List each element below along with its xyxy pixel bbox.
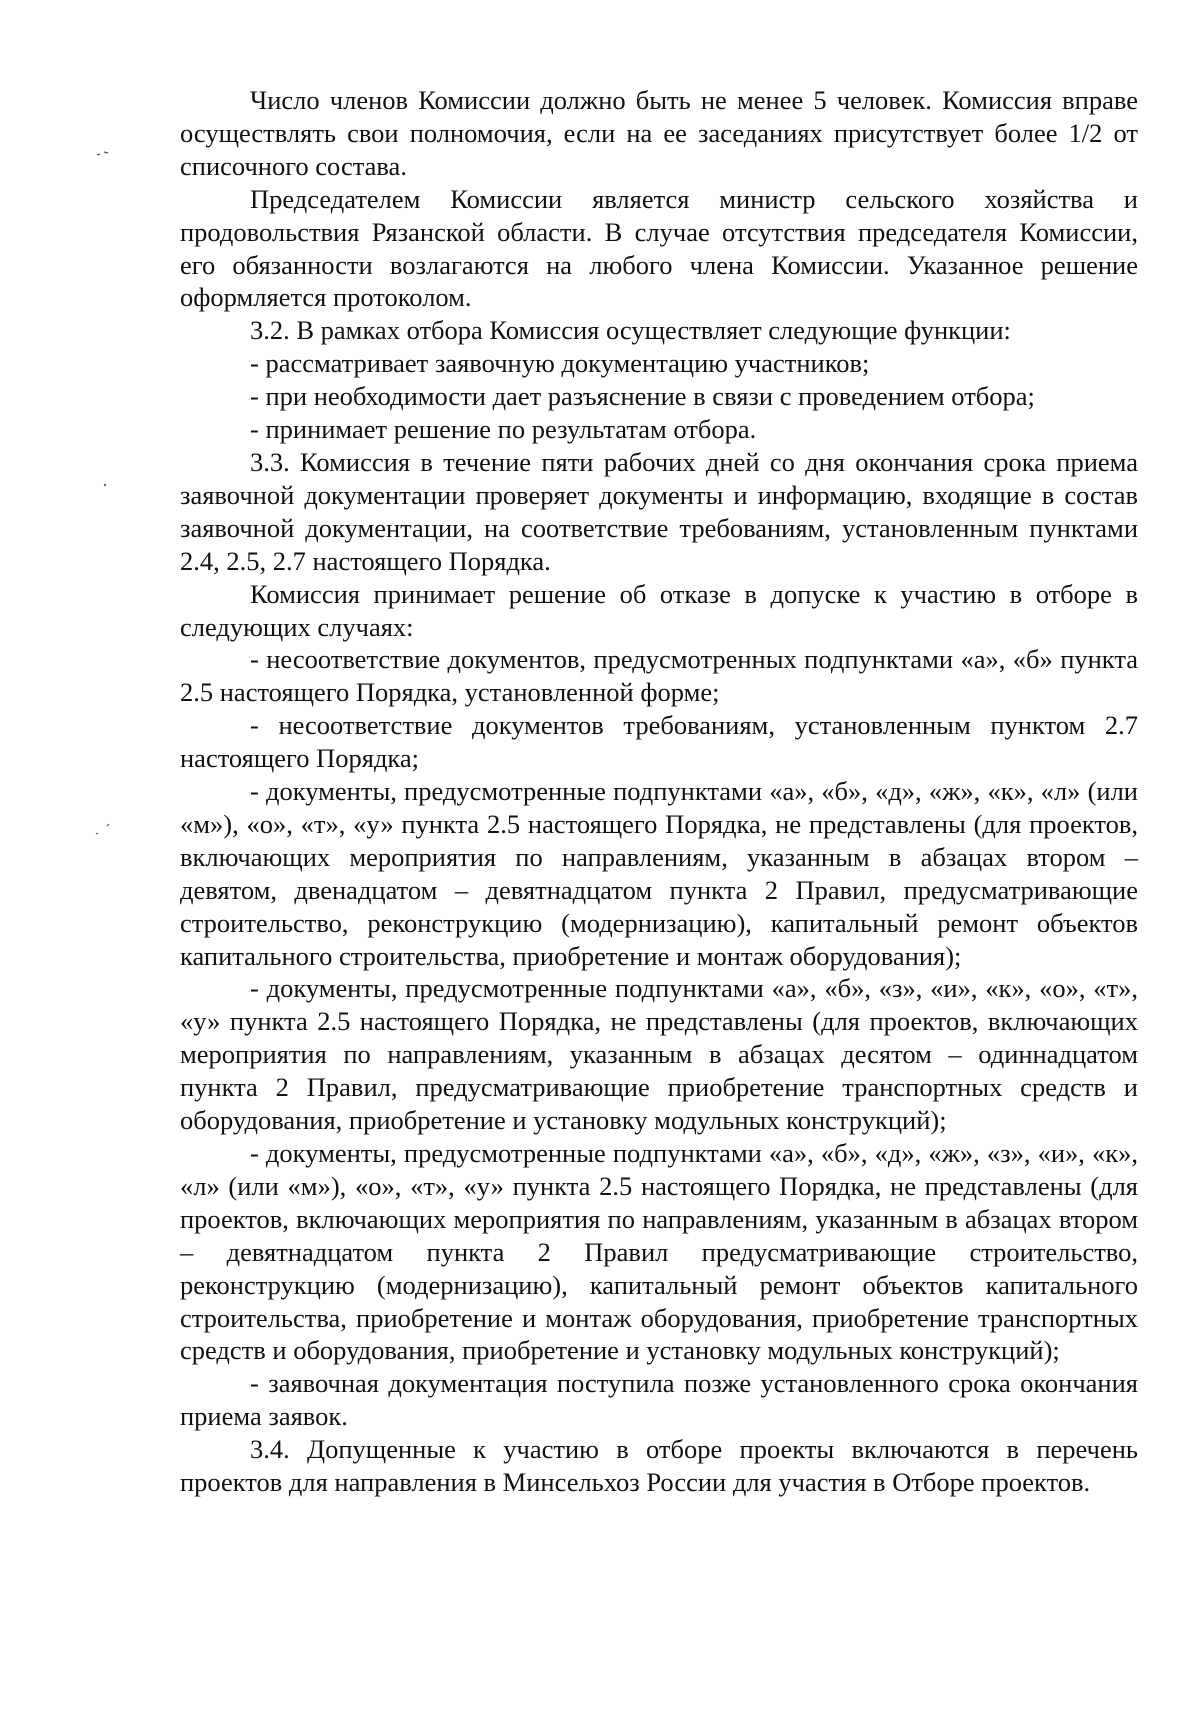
list-item: - рассматривает заявочную документацию участников; (250, 348, 870, 379)
list-item: - документы, предусмотренные подпунктами «а», «б», «д», «ж», «к», «л» (или «м»), «о», «т», «у» пункта 2.5 настоящего Порядка, не представлены (для проектов, включающих мероприятия по направлениям, указанным в абзацах втором – девятом, двенадцатом – девятнадцатом пункта 2 Правил, предусматривающие строительство, реконструкцию (модернизацию), капитальный ремонт объектов капитального строительства, приобретение и монтаж оборудования); (180, 776, 1138, 971)
scan-mark (94, 822, 112, 836)
list-item: - принимает решение по результатам отбора. (250, 414, 757, 445)
paragraph: Председателем Комиссии является министр сельского хозяйства и продовольствия Рязанской области. В случае отсутствия председателя Комиссии, его обязанности возлагаются на любого члена Комиссии. Указанное решение оформляется протоколом. (180, 183, 1138, 313)
paragraph: 3.2. В рамках отбора Комиссия осуществляет следующие функции: (250, 315, 1011, 346)
paragraph: Комиссия принимает решение об отказе в допуске к участию в отборе в следующих случаях: (180, 578, 1138, 642)
scan-mark (102, 482, 108, 488)
list-item: - заявочная документация поступила позже установленного срока окончания приема заявок. (180, 1368, 1138, 1432)
scan-mark (96, 150, 110, 156)
list-item: - несоответствие документов, предусмотренных подпунктами «а», «б» пункта 2.5 настоящего Порядка, установленной форме; (180, 644, 1138, 708)
list-item: - при необходимости дает разъяснение в связи с проведением отбора; (250, 381, 1035, 412)
document-body (180, 84, 1138, 1499)
list-item: - документы, предусмотренные подпунктами «а», «б», «з», «и», «к», «о», «т», «у» пункта 2.5 настоящего Порядка, не представлены (для проектов, включающих мероприятия по направлениям, указанным в абзацах десятом – одиннадцатом пункта 2 Правил, предусматривающие приобретение транспортных средств и оборудования, приобретение и установку модульных конструкций); (180, 973, 1138, 1136)
paragraph: Число членов Комиссии должно быть не менее 5 человек. Комиссия вправе осуществлять свои полномочия, если на ее заседаниях присутствует более 1/2 от списочного состава. (180, 85, 1138, 181)
list-item: - документы, предусмотренные подпунктами «а», «б», «д», «ж», «з», «и», «к», «л» (или «м»), «о», «т», «у» пункта 2.5 настоящего Порядка, не представлены (для проектов, включающих мероприятия по направлениям, указанным в абзацах втором – девятнадцатом пункта 2 Правил предусматривающие строительство, реконструкцию (модернизацию), капитальный ремонт объектов капитального строительства, приобретение и монтаж оборудования, приобретение транспортных средств и оборудования, приобретение и установку модульных конструкций); (180, 1138, 1138, 1366)
paragraph: 3.3. Комиссия в течение пяти рабочих дней со дня окончания срока приема заявочной документации проверяет документы и информацию, входящие в состав заявочной документации, на соответствие требованиям, установленным пунктами 2.4, 2.5, 2.7 настоящего Порядка. (180, 446, 1138, 576)
paragraph: 3.4. Допущенные к участию в отборе проекты включаются в перечень проектов для направления в Минсельхоз России для участия в Отборе проектов. (180, 1434, 1138, 1498)
list-item: - несоответствие документов требованиям, установленным пунктом 2.7 настоящего Порядка; (180, 710, 1138, 774)
